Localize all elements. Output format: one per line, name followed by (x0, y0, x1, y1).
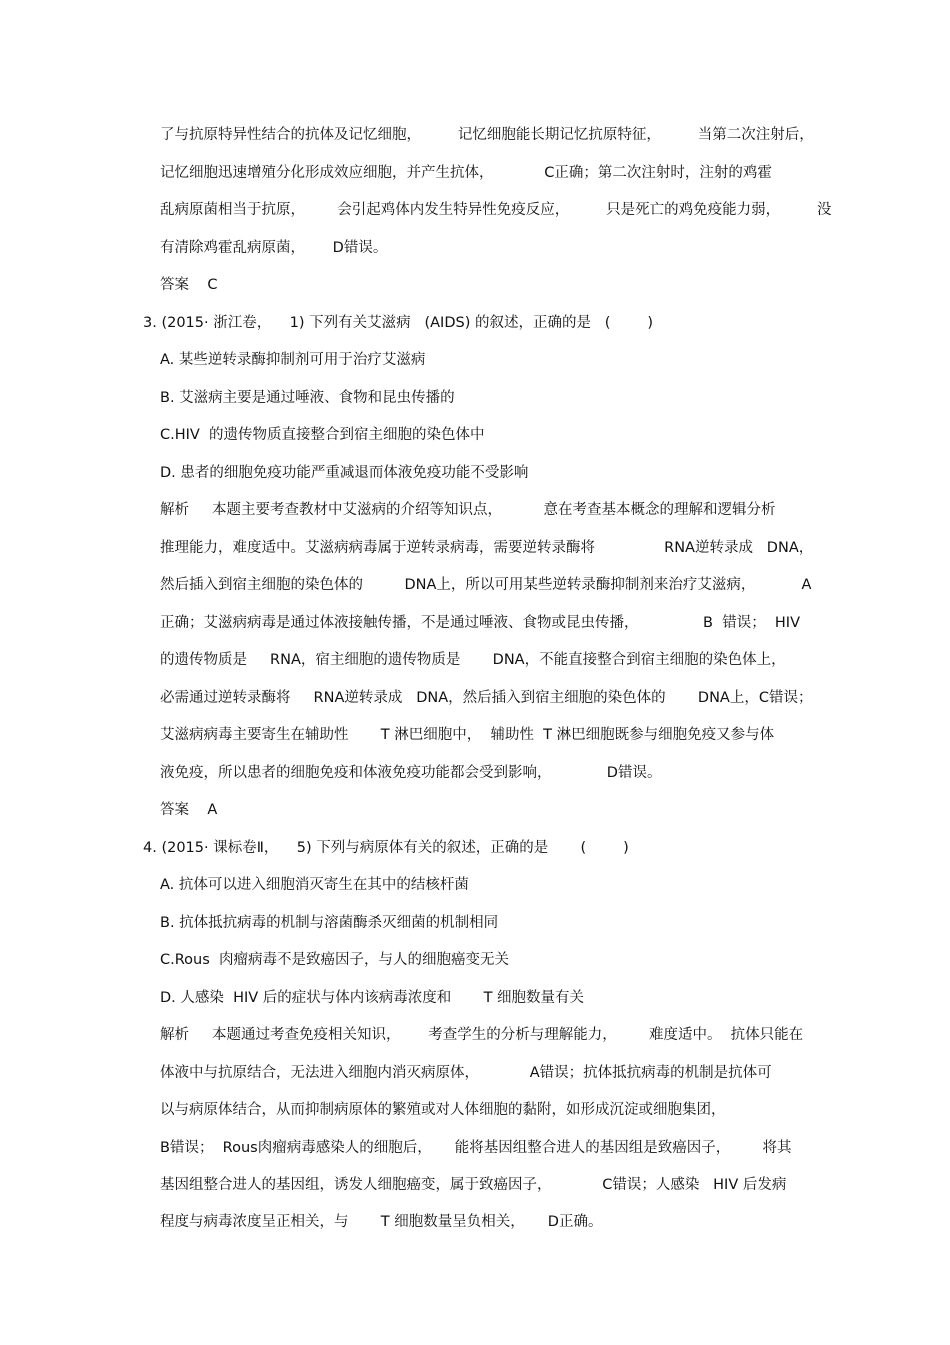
analysis-line: 推理能力，难度适中。艾滋病病毒属于逆转录病毒，需要逆转录酶将 RNA逆转录成 DNA， (160, 540, 814, 556)
analysis-line: 体液中与抗原结合，无法进入细胞内消灭病原体， A错误；抗体抵抗病毒的机制是抗体可 (160, 1065, 772, 1081)
analysis-line: 艾滋病病毒主要寄生在辅助性 T 淋巴细胞中， 辅助性 T 淋巴细胞既参与细胞免疫又参与体 (160, 727, 775, 743)
text-line: 乱病原菌相当于抗原， 会引起鸡体内发生特异性免疫反应， 只是死亡的鸡免疫能力弱， 没 (160, 202, 832, 218)
option-a: A. 某些逆转录酶抑制剂可用于治疗艾滋病 (160, 352, 426, 368)
analysis-line: B错误； Rous肉瘤病毒感染人的细胞后， 能将基因组整合进人的基因组是致癌因子， 将其 (160, 1140, 792, 1156)
text-line: 了与抗原特异性结合的抗体及记忆细胞， 记忆细胞能长期记忆抗原特征， 当第二次注射后， (160, 127, 814, 143)
text-line: 有清除鸡霍乱病原菌， D错误。 (160, 240, 388, 256)
question-4: 4. (2015· 课标卷Ⅱ， 5) 下列与病原体有关的叙述，正确的是 ( ) (143, 840, 629, 856)
option-c: C.Rous 肉瘤病毒不是致癌因子，与人的细胞癌变无关 (160, 952, 509, 968)
analysis-line: 以与病原体结合，从而抑制病原体的繁殖或对人体细胞的黏附，如形成沉淀或细胞集团， (160, 1102, 726, 1118)
option-d: D. 患者的细胞免疫功能严重减退而体液免疫功能不受影响 (160, 465, 529, 481)
analysis-line: 正确；艾滋病病毒是通过体液接触传播，不是通过唾液、食物或昆虫传播， B 错误； HIV (160, 615, 801, 631)
answer-label: 答案 A (160, 802, 218, 818)
option-c: C.HIV 的遗传物质直接整合到宿主细胞的染色体中 (160, 427, 485, 443)
option-d: D. 人感染 HIV 后的症状与体内该病毒浓度和 T 细胞数量有关 (160, 990, 585, 1006)
analysis-line: 必需通过逆转录酶将 RNA逆转录成 DNA，然后插入到宿主细胞的染色体的 DNA上，C错误； (160, 690, 813, 706)
option-b: B. 艾滋病主要是通过唾液、食物和昆虫传播的 (160, 390, 455, 406)
question-3: 3. (2015· 浙江卷， 1) 下列有关艾滋病 (AIDS) 的叙述，正确的是 ( ) (143, 315, 653, 331)
option-a: A. 抗体可以进入细胞消灭寄生在其中的结核杆菌 (160, 877, 469, 893)
option-b: B. 抗体抵抗病毒的机制与溶菌酶杀灭细菌的机制相同 (160, 915, 499, 931)
analysis-line: 基因组整合进人的基因组，诱发人细胞癌变，属于致癌因子， C错误；人感染 HIV 后发病 (160, 1177, 787, 1193)
analysis-line: 解析 本题主要考查教材中艾滋病的介绍等知识点， 意在考查基本概念的理解和逻辑分析 (160, 502, 776, 518)
analysis-line: 的遗传物质是 RNA，宿主细胞的遗传物质是 DNA，不能直接整合到宿主细胞的染色体上， (160, 652, 786, 668)
answer-label: 答案 C (160, 277, 218, 293)
analysis-line: 程度与病毒浓度呈正相关，与 T 细胞数量呈负相关， D正确。 (160, 1214, 603, 1230)
text-line: 记忆细胞迅速增殖分化形成效应细胞，并产生抗体， C正确；第二次注射时，注射的鸡霍 (160, 165, 772, 181)
analysis-line: 解析 本题通过考查免疫相关知识， 考查学生的分析与理解能力， 难度适中。 抗体只能在 (160, 1027, 804, 1043)
analysis-line: 然后插入到宿主细胞的染色体的 DNA上，所以可用某些逆转录酶抑制剂来治疗艾滋病， A (160, 577, 812, 593)
analysis-line: 液免疫，所以患者的细胞免疫和体液免疫功能都会受到影响， D错误。 (160, 765, 662, 781)
